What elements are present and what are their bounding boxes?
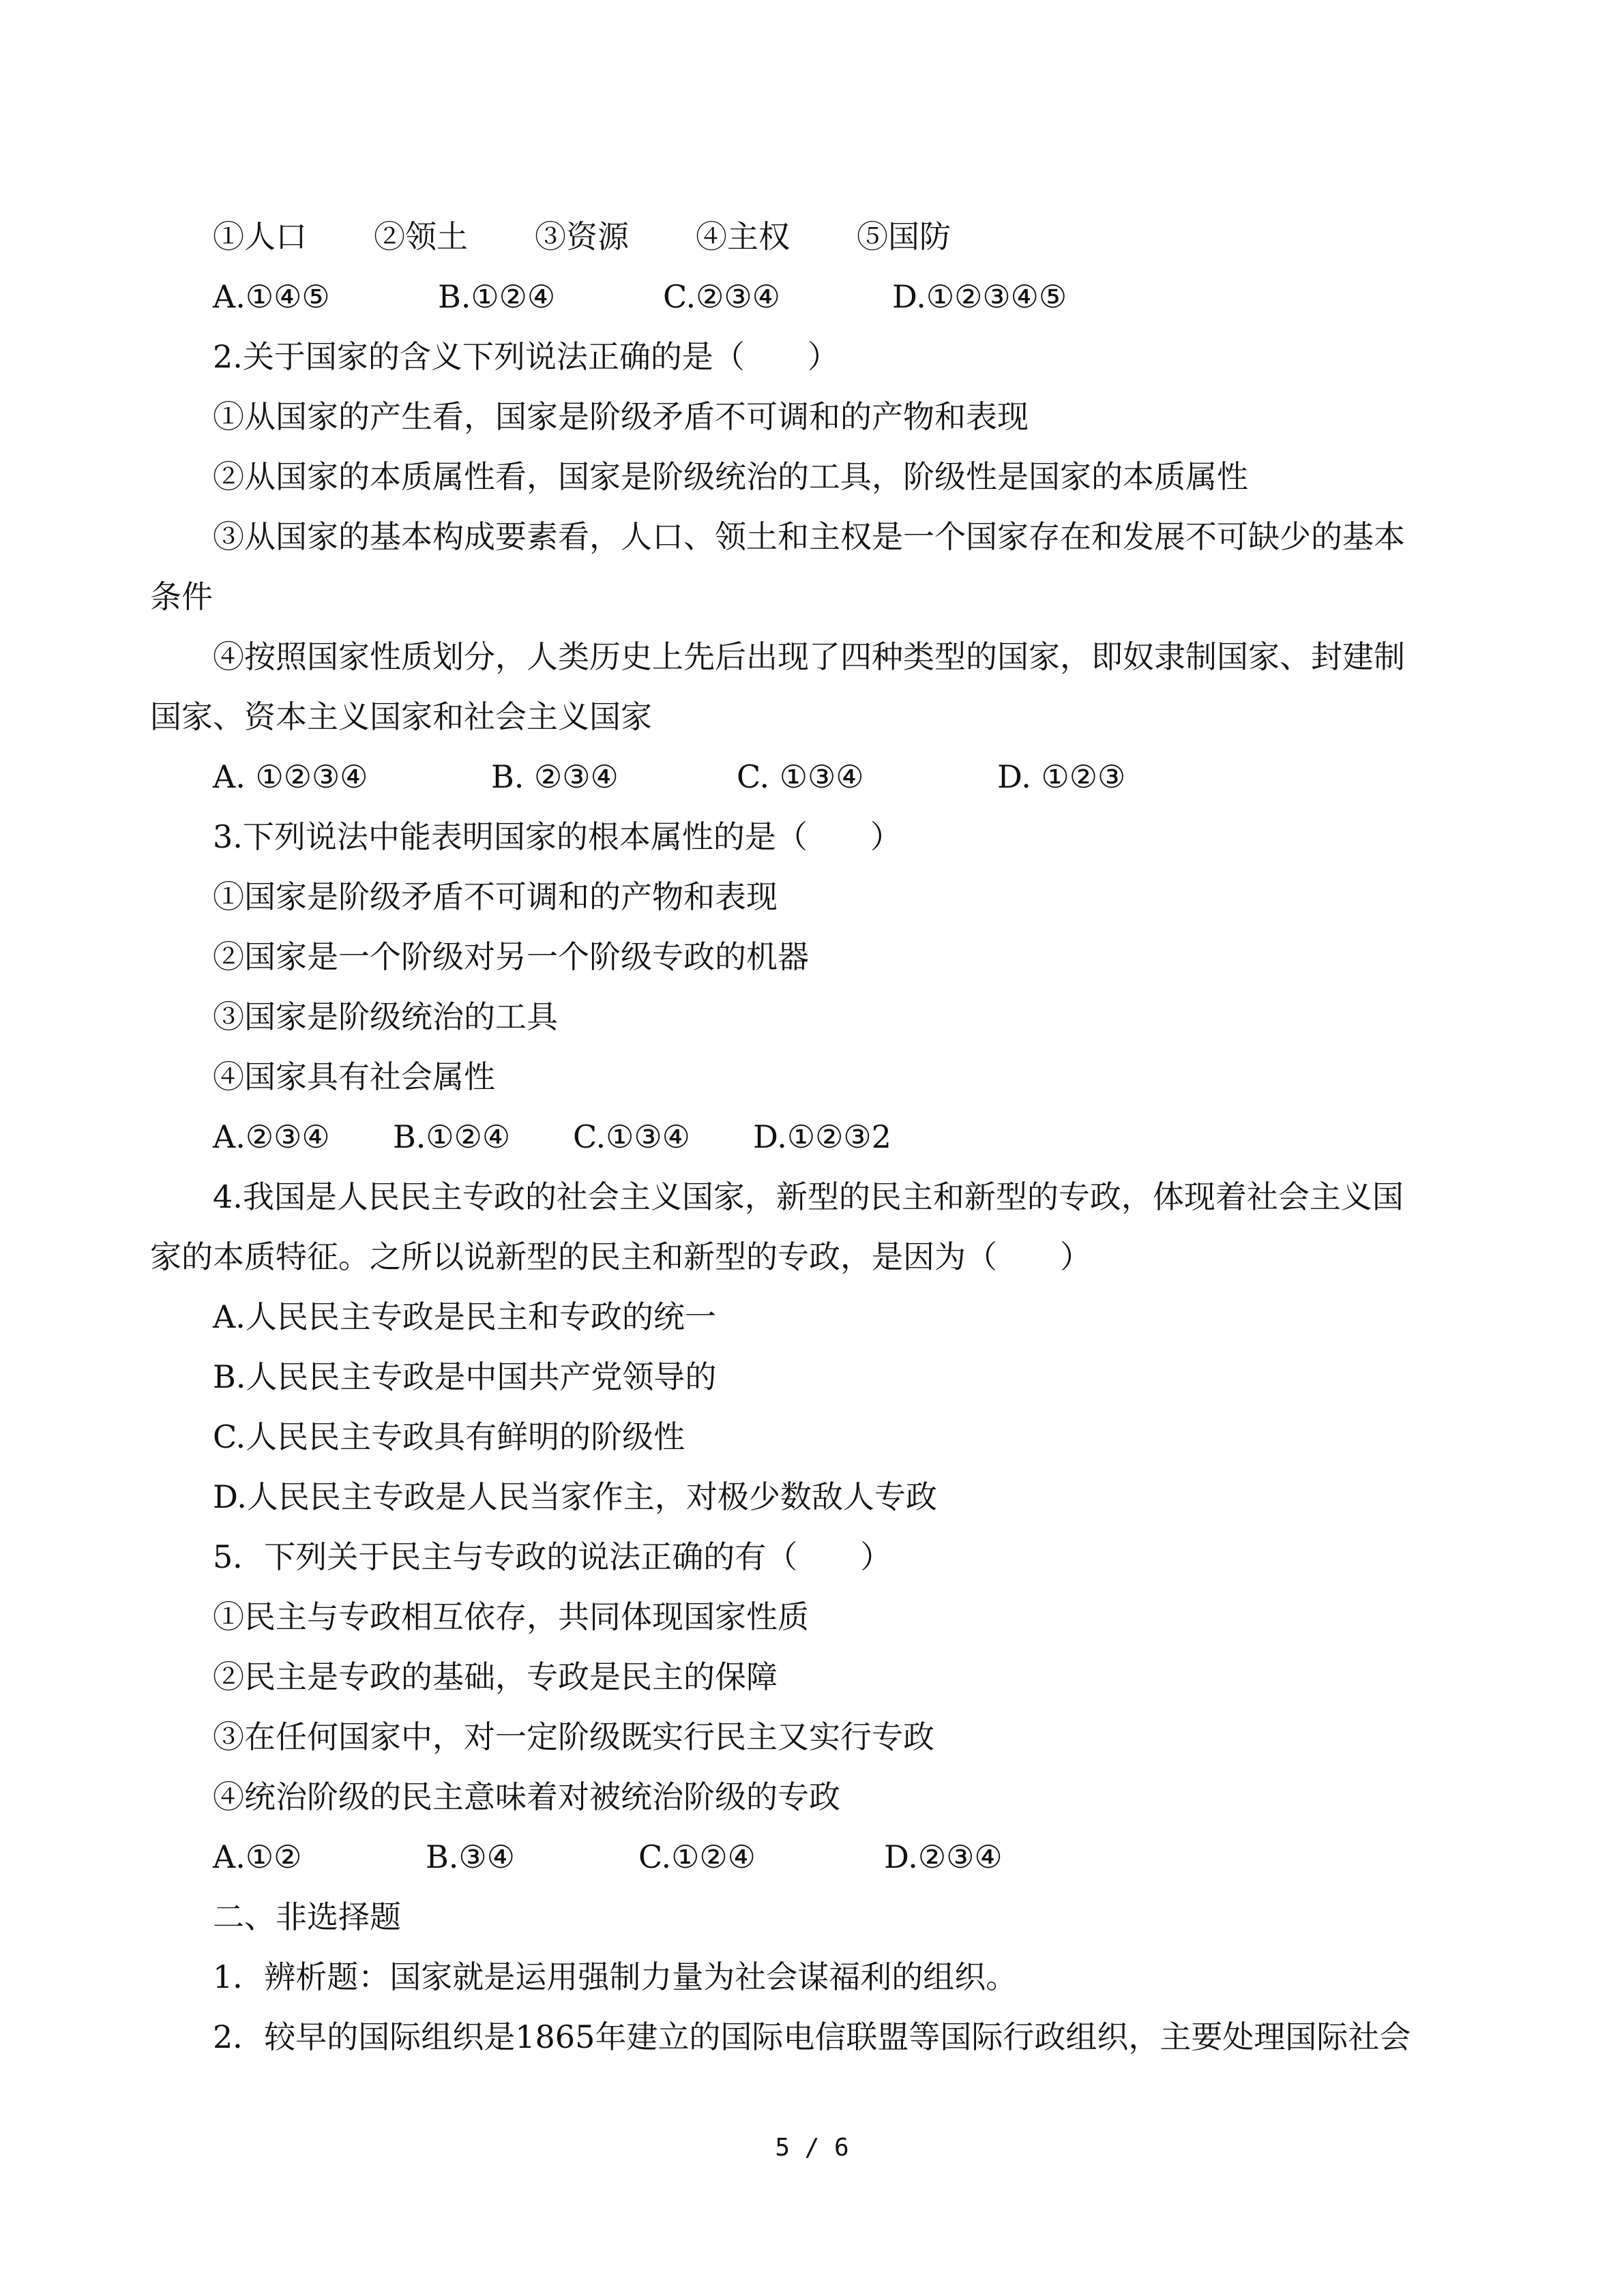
q4-option: B.人民民主专政是中国共产党领导的 xyxy=(213,1358,717,1395)
q3-statement: ①国家是阶级矛盾不可调和的产物和表现 xyxy=(213,878,778,915)
q3-option: A.②③④ xyxy=(213,1118,330,1155)
q1-option: B.①②④ xyxy=(438,278,556,315)
q1-options xyxy=(0,276,1624,317)
q1-option: D.①②③④⑤ xyxy=(892,278,1067,315)
q2-option: B. ②③④ xyxy=(491,758,619,795)
q5-statement: ④统治阶级的民主意味着对被统治阶级的专政 xyxy=(213,1778,840,1815)
q2-statement-continued: 国家、资本主义国家和社会主义国家 xyxy=(150,698,652,735)
q4-stem: 4.我国是人民民主专政的社会主义国家，新型的民主和新型的专政，体现着社会主义国 xyxy=(213,1178,1404,1215)
q2-option: C. ①③④ xyxy=(737,758,864,795)
q2-statement-continued: 条件 xyxy=(150,578,213,615)
q4-option: C.人民民主专政具有鲜明的阶级性 xyxy=(213,1418,685,1455)
q3-option: D.①②③2 xyxy=(753,1118,891,1155)
q3-option: C.①③④ xyxy=(573,1118,690,1155)
essay-question: 1．辨析题：国家就是运用强制力量为社会谋福利的组织。 xyxy=(213,1958,1018,1995)
q1-item: ①人口 xyxy=(213,218,307,255)
q4-option: A.人民民主专政是民主和专政的统一 xyxy=(213,1298,716,1335)
q2-stem: 2.关于国家的含义下列说法正确的是（ ） xyxy=(213,338,839,375)
q4-option: D.人民民主专政是人民当家作主，对极少数敌人专政 xyxy=(213,1478,937,1515)
q2-option: A. ①②③④ xyxy=(213,758,368,795)
q1-items xyxy=(0,216,1624,257)
q3-option: B.①②④ xyxy=(393,1118,511,1155)
q5-option: C.①②④ xyxy=(638,1838,756,1875)
q4-stem-continued: 家的本质特征。之所以说新型的民主和新型的专政，是因为（ ） xyxy=(150,1238,1091,1275)
q3-statement: ④国家具有社会属性 xyxy=(213,1058,495,1095)
q1-option: A.①④⑤ xyxy=(213,278,330,315)
q5-statement: ①民主与专政相互依存，共同体现国家性质 xyxy=(213,1598,809,1635)
q5-option: B.③④ xyxy=(426,1838,515,1875)
q3-stem: 3.下列说法中能表明国家的根本属性的是（ ） xyxy=(213,818,902,855)
q3-statement: ③国家是阶级统治的工具 xyxy=(213,998,558,1035)
q2-statement: ②从国家的本质属性看，国家是阶级统治的工具，阶级性是国家的本质属性 xyxy=(213,458,1248,495)
essay-question: 2．较早的国际组织是1865年建立的国际电信联盟等国际行政组织，主要处理国际社会 xyxy=(213,2018,1411,2055)
q1-item: ⑤国防 xyxy=(857,218,951,255)
q2-statement: ①从国家的产生看，国家是阶级矛盾不可调和的产物和表现 xyxy=(213,398,1029,435)
q5-options xyxy=(0,1836,1624,1877)
q3-options xyxy=(0,1116,1624,1157)
q5-statement: ③在任何国家中，对一定阶级既实行民主又实行专政 xyxy=(213,1718,934,1755)
q2-options xyxy=(0,756,1624,797)
q2-statement: ④按照国家性质划分，人类历史上先后出现了四种类型的国家，即奴隶制国家、封建制 xyxy=(213,638,1405,675)
section-heading: 二、非选择题 xyxy=(213,1898,401,1935)
q1-item: ②领土 xyxy=(374,218,468,255)
q5-option: D.②③④ xyxy=(884,1838,1003,1875)
q1-item: ④主权 xyxy=(696,218,790,255)
q2-statement: ③从国家的基本构成要素看，人口、领土和主权是一个国家存在和发展不可缺少的基本 xyxy=(213,518,1405,555)
page-number: 5 / 6 xyxy=(775,2134,849,2162)
q5-statement: ②民主是专政的基础，专政是民主的保障 xyxy=(213,1658,778,1695)
q1-item: ③资源 xyxy=(535,218,629,255)
q2-option: D. ①②③ xyxy=(997,758,1126,795)
q5-option: A.①② xyxy=(213,1838,302,1875)
q3-statement: ②国家是一个阶级对另一个阶级专政的机器 xyxy=(213,938,809,975)
q1-option: C.②③④ xyxy=(663,278,780,315)
q5-stem: 5．下列关于民主与专政的说法正确的有（ ） xyxy=(213,1538,892,1575)
